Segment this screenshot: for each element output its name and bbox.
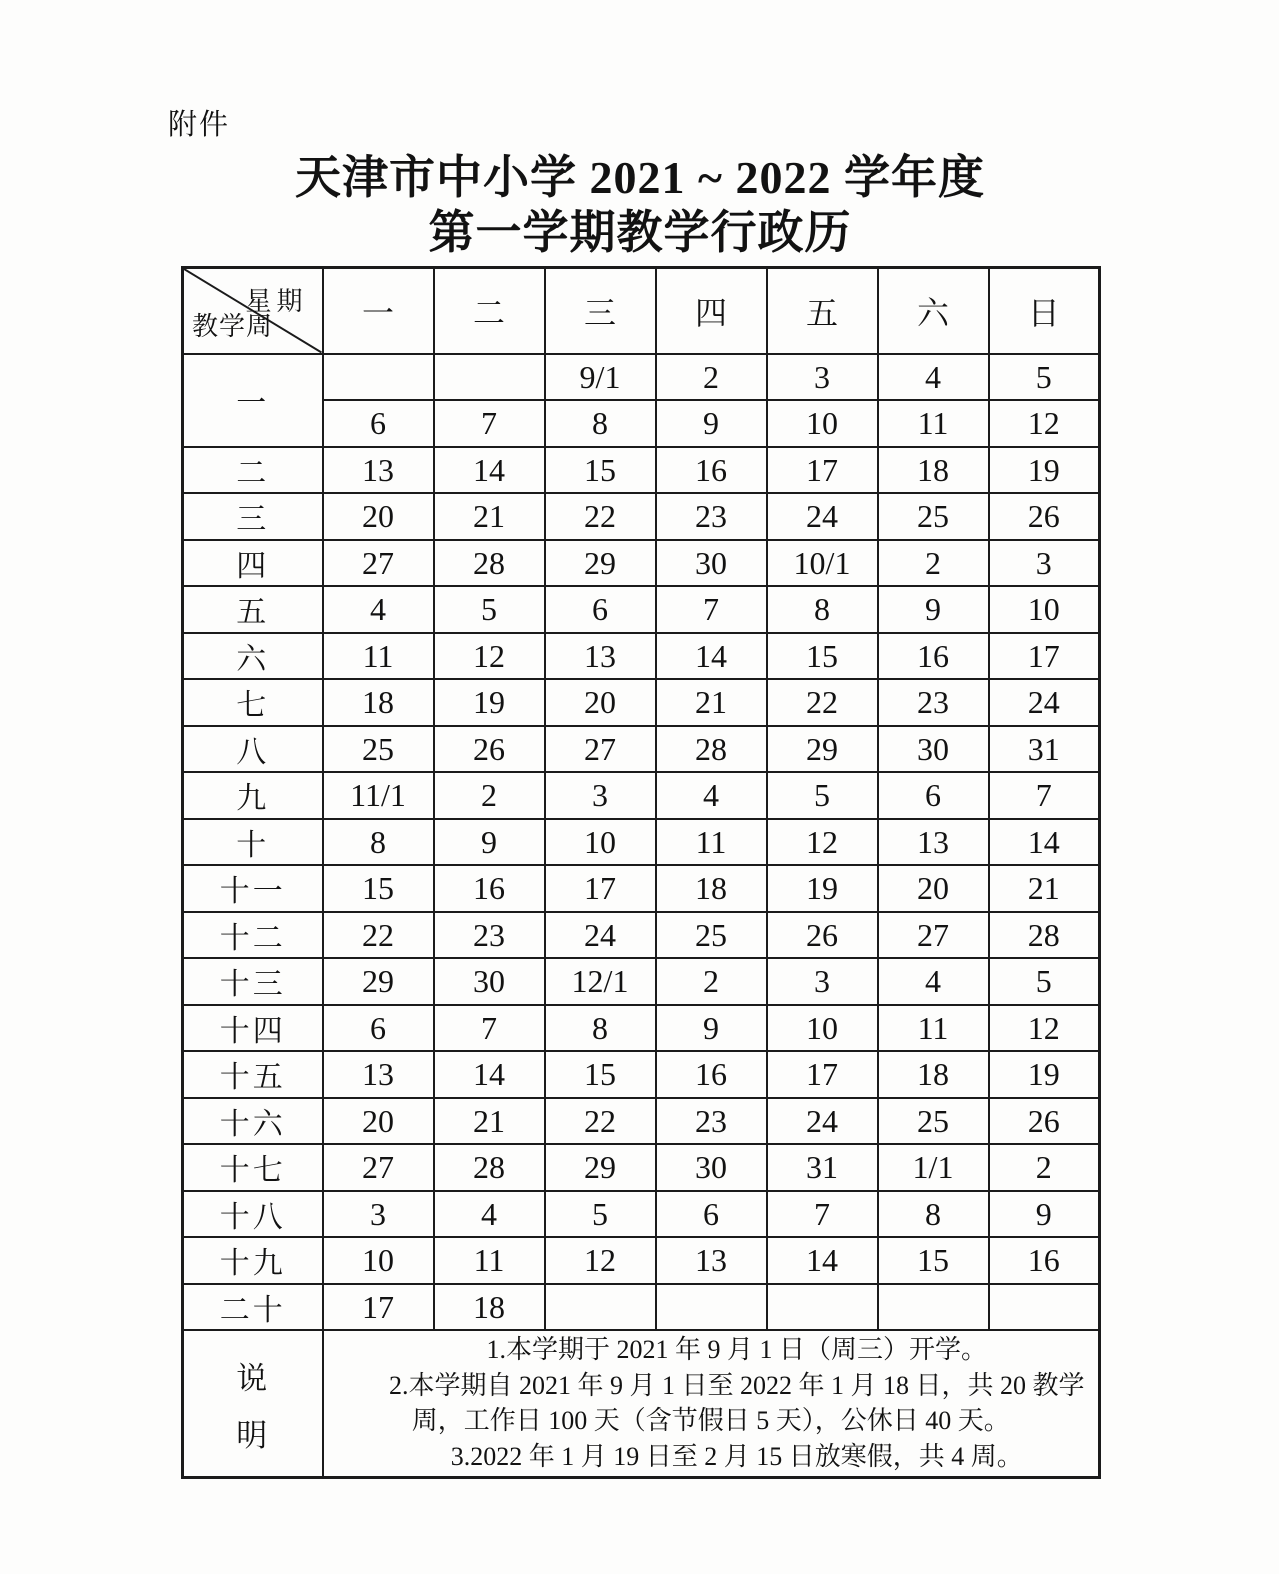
date-cell: 16 xyxy=(656,447,767,494)
date-cell: 30 xyxy=(656,540,767,587)
date-cell: 5 xyxy=(989,958,1100,1005)
date-cell: 21 xyxy=(989,865,1100,912)
date-cell: 12/1 xyxy=(545,958,656,1005)
date-cell: 12 xyxy=(767,819,878,866)
date-cell: 21 xyxy=(434,1098,545,1145)
date-cell: 27 xyxy=(878,912,989,959)
date-cell: 12 xyxy=(989,1005,1100,1052)
date-cell: 30 xyxy=(434,958,545,1005)
week-label: 二十 xyxy=(183,1284,323,1331)
date-cell: 3 xyxy=(323,1191,434,1238)
date-cell: 11 xyxy=(323,633,434,680)
note-line: 1.本学期于 2021 年 9 月 1 日（周三）开学。 xyxy=(486,1335,987,1364)
week-label: 十五 xyxy=(183,1051,323,1098)
date-cell: 16 xyxy=(434,865,545,912)
week-row xyxy=(183,354,1100,401)
week-label: 四 xyxy=(183,540,323,587)
title-line-1: 天津市中小学 2021 ~ 2022 学年度 xyxy=(295,152,985,203)
date-cell: 23 xyxy=(656,1098,767,1145)
day-header-sat: 六 xyxy=(878,268,989,354)
date-cell: 17 xyxy=(545,865,656,912)
week-row xyxy=(183,679,1100,726)
notes-label-char-2: 明 xyxy=(236,1417,270,1453)
date-cell: 4 xyxy=(878,354,989,401)
week-label: 十八 xyxy=(183,1191,323,1238)
date-cell: 11 xyxy=(434,1237,545,1284)
day-header-thu: 四 xyxy=(656,268,767,354)
title-line-2: 第一学期教学行政历 xyxy=(428,207,852,258)
notes-label xyxy=(183,1330,323,1478)
week-label: 十七 xyxy=(183,1144,323,1191)
date-cell: 25 xyxy=(323,726,434,773)
date-cell: 23 xyxy=(434,912,545,959)
date-cell: 7 xyxy=(434,1005,545,1052)
date-cell: 29 xyxy=(767,726,878,773)
document-title xyxy=(110,150,1170,260)
date-cell: 19 xyxy=(989,1051,1100,1098)
week-row xyxy=(183,1098,1100,1145)
week-row xyxy=(183,633,1100,680)
date-cell: 15 xyxy=(545,447,656,494)
date-cell: 14 xyxy=(767,1237,878,1284)
date-cell: 15 xyxy=(323,865,434,912)
teaching-calendar-table xyxy=(181,266,1101,1479)
date-cell: 21 xyxy=(434,493,545,540)
week-row xyxy=(183,772,1100,819)
date-cell xyxy=(767,1284,878,1331)
date-cell: 17 xyxy=(989,633,1100,680)
date-cell xyxy=(434,354,545,401)
date-cell: 13 xyxy=(323,447,434,494)
date-cell xyxy=(656,1284,767,1331)
week-label: 十九 xyxy=(183,1237,323,1284)
date-cell: 8 xyxy=(878,1191,989,1238)
notes-row xyxy=(183,1330,1100,1478)
week-row xyxy=(183,1005,1100,1052)
date-cell: 10 xyxy=(989,586,1100,633)
week-row xyxy=(183,540,1100,587)
date-cell: 13 xyxy=(878,819,989,866)
date-cell: 2 xyxy=(878,540,989,587)
date-cell: 2 xyxy=(989,1144,1100,1191)
date-cell: 26 xyxy=(989,493,1100,540)
date-cell: 15 xyxy=(545,1051,656,1098)
date-cell: 13 xyxy=(656,1237,767,1284)
date-cell: 4 xyxy=(878,958,989,1005)
date-cell: 27 xyxy=(545,726,656,773)
date-cell: 26 xyxy=(767,912,878,959)
date-cell: 3 xyxy=(767,958,878,1005)
date-cell: 23 xyxy=(878,679,989,726)
date-cell: 17 xyxy=(767,1051,878,1098)
date-cell: 14 xyxy=(656,633,767,680)
date-cell: 29 xyxy=(545,540,656,587)
corner-label-weekday: 星期 xyxy=(245,287,308,316)
date-cell: 24 xyxy=(545,912,656,959)
date-cell: 31 xyxy=(767,1144,878,1191)
date-cell: 6 xyxy=(323,400,434,447)
week-row xyxy=(183,586,1100,633)
date-cell: 15 xyxy=(767,633,878,680)
date-cell: 25 xyxy=(878,1098,989,1145)
date-cell xyxy=(989,1284,1100,1331)
date-cell: 7 xyxy=(656,586,767,633)
attachment-label: 附件 xyxy=(168,109,231,141)
date-cell: 10 xyxy=(545,819,656,866)
day-header-fri: 五 xyxy=(767,268,878,354)
date-cell: 3 xyxy=(767,354,878,401)
week-row xyxy=(183,726,1100,773)
date-cell xyxy=(545,1284,656,1331)
week-row xyxy=(183,493,1100,540)
date-cell: 6 xyxy=(323,1005,434,1052)
date-cell: 8 xyxy=(545,400,656,447)
day-header-mon: 一 xyxy=(323,268,434,354)
date-cell: 3 xyxy=(989,540,1100,587)
date-cell: 12 xyxy=(989,400,1100,447)
date-cell: 7 xyxy=(767,1191,878,1238)
date-cell: 2 xyxy=(434,772,545,819)
date-cell: 22 xyxy=(545,493,656,540)
date-cell: 18 xyxy=(878,447,989,494)
date-cell: 27 xyxy=(323,540,434,587)
date-cell: 24 xyxy=(767,1098,878,1145)
date-cell: 13 xyxy=(545,633,656,680)
week-row xyxy=(183,1191,1100,1238)
date-cell: 4 xyxy=(434,1191,545,1238)
date-cell: 14 xyxy=(434,447,545,494)
calendar-header-row xyxy=(183,268,1100,354)
date-cell: 5 xyxy=(989,354,1100,401)
date-cell: 17 xyxy=(767,447,878,494)
date-cell: 28 xyxy=(434,1144,545,1191)
week-row xyxy=(183,1237,1100,1284)
corner-header-cell xyxy=(183,268,323,354)
date-cell: 10 xyxy=(767,400,878,447)
date-cell: 16 xyxy=(878,633,989,680)
date-cell: 9 xyxy=(434,819,545,866)
week-row xyxy=(183,819,1100,866)
week-label: 十 xyxy=(183,819,323,866)
week-row xyxy=(183,912,1100,959)
date-cell: 11 xyxy=(878,1005,989,1052)
date-cell: 28 xyxy=(434,540,545,587)
date-cell: 9 xyxy=(878,586,989,633)
date-cell: 14 xyxy=(989,819,1100,866)
week-label: 十一 xyxy=(183,865,323,912)
date-cell: 27 xyxy=(323,1144,434,1191)
week-row xyxy=(183,1051,1100,1098)
date-cell: 22 xyxy=(545,1098,656,1145)
date-cell: 8 xyxy=(767,586,878,633)
week-label: 十四 xyxy=(183,1005,323,1052)
date-cell: 28 xyxy=(656,726,767,773)
date-cell: 26 xyxy=(434,726,545,773)
week-row xyxy=(183,958,1100,1005)
notes-content xyxy=(323,1330,1100,1478)
date-cell: 14 xyxy=(434,1051,545,1098)
date-cell: 19 xyxy=(767,865,878,912)
date-cell: 7 xyxy=(989,772,1100,819)
date-cell: 16 xyxy=(656,1051,767,1098)
date-cell: 26 xyxy=(989,1098,1100,1145)
note-line: 2.本学期自 2021 年 9 月 1 日至 2022 年 1 月 18 日，共 20 教学周，工作日 100 天（含节假日 5 天），公休日 40 天。 xyxy=(388,1371,1085,1435)
date-cell: 19 xyxy=(989,447,1100,494)
day-header-sun: 日 xyxy=(989,268,1100,354)
date-cell: 30 xyxy=(878,726,989,773)
date-cell: 10 xyxy=(767,1005,878,1052)
week-label: 六 xyxy=(183,633,323,680)
date-cell: 8 xyxy=(323,819,434,866)
date-cell: 9 xyxy=(656,400,767,447)
date-cell: 28 xyxy=(989,912,1100,959)
date-cell: 20 xyxy=(323,493,434,540)
week-label: 十六 xyxy=(183,1098,323,1145)
date-cell: 3 xyxy=(545,772,656,819)
date-cell: 23 xyxy=(656,493,767,540)
week-label: 九 xyxy=(183,772,323,819)
date-cell: 29 xyxy=(323,958,434,1005)
date-cell: 11 xyxy=(878,400,989,447)
date-cell: 22 xyxy=(323,912,434,959)
date-cell: 9 xyxy=(656,1005,767,1052)
date-cell: 9/1 xyxy=(545,354,656,401)
date-cell: 21 xyxy=(656,679,767,726)
date-cell: 5 xyxy=(434,586,545,633)
week-row xyxy=(183,865,1100,912)
date-cell: 11 xyxy=(656,819,767,866)
date-cell: 30 xyxy=(656,1144,767,1191)
week-label: 三 xyxy=(183,493,323,540)
date-cell: 7 xyxy=(434,400,545,447)
date-cell: 4 xyxy=(323,586,434,633)
date-cell xyxy=(323,354,434,401)
date-cell: 20 xyxy=(545,679,656,726)
week-label: 二 xyxy=(183,447,323,494)
date-cell: 2 xyxy=(656,354,767,401)
day-header-tue: 二 xyxy=(434,268,545,354)
week-label: 一 xyxy=(183,354,323,447)
date-cell: 18 xyxy=(323,679,434,726)
day-header-wed: 三 xyxy=(545,268,656,354)
date-cell: 12 xyxy=(434,633,545,680)
date-cell: 10 xyxy=(323,1237,434,1284)
week-label: 五 xyxy=(183,586,323,633)
date-cell: 2 xyxy=(656,958,767,1005)
date-cell: 6 xyxy=(878,772,989,819)
date-cell: 25 xyxy=(656,912,767,959)
date-cell: 5 xyxy=(767,772,878,819)
date-cell: 8 xyxy=(545,1005,656,1052)
date-cell: 20 xyxy=(323,1098,434,1145)
date-cell: 24 xyxy=(767,493,878,540)
date-cell: 12 xyxy=(545,1237,656,1284)
date-cell xyxy=(878,1284,989,1331)
date-cell: 18 xyxy=(434,1284,545,1331)
week-label: 七 xyxy=(183,679,323,726)
date-cell: 29 xyxy=(545,1144,656,1191)
date-cell: 13 xyxy=(323,1051,434,1098)
notes-label-char-1: 说 xyxy=(236,1360,270,1396)
date-cell: 15 xyxy=(878,1237,989,1284)
corner-label-teaching-week: 教学周 xyxy=(192,311,274,341)
date-cell: 6 xyxy=(545,586,656,633)
week-label: 八 xyxy=(183,726,323,773)
week-row xyxy=(183,1144,1100,1191)
date-cell: 22 xyxy=(767,679,878,726)
date-cell: 4 xyxy=(656,772,767,819)
date-cell: 18 xyxy=(878,1051,989,1098)
week-label: 十二 xyxy=(183,912,323,959)
date-cell: 10/1 xyxy=(767,540,878,587)
date-cell: 24 xyxy=(989,679,1100,726)
date-cell: 17 xyxy=(323,1284,434,1331)
week-row xyxy=(183,447,1100,494)
week-row xyxy=(183,1284,1100,1331)
date-cell: 9 xyxy=(989,1191,1100,1238)
note-line: 3.2022 年 1 月 19 日至 2 月 15 日放寒假，共 4 周。 xyxy=(450,1441,1023,1471)
date-cell: 6 xyxy=(656,1191,767,1238)
date-cell: 1/1 xyxy=(878,1144,989,1191)
date-cell: 18 xyxy=(656,865,767,912)
date-cell: 5 xyxy=(545,1191,656,1238)
date-cell: 20 xyxy=(878,865,989,912)
date-cell: 31 xyxy=(989,726,1100,773)
date-cell: 11/1 xyxy=(323,772,434,819)
week-label: 十三 xyxy=(183,958,323,1005)
date-cell: 16 xyxy=(989,1237,1100,1284)
date-cell: 25 xyxy=(878,493,989,540)
date-cell: 19 xyxy=(434,679,545,726)
